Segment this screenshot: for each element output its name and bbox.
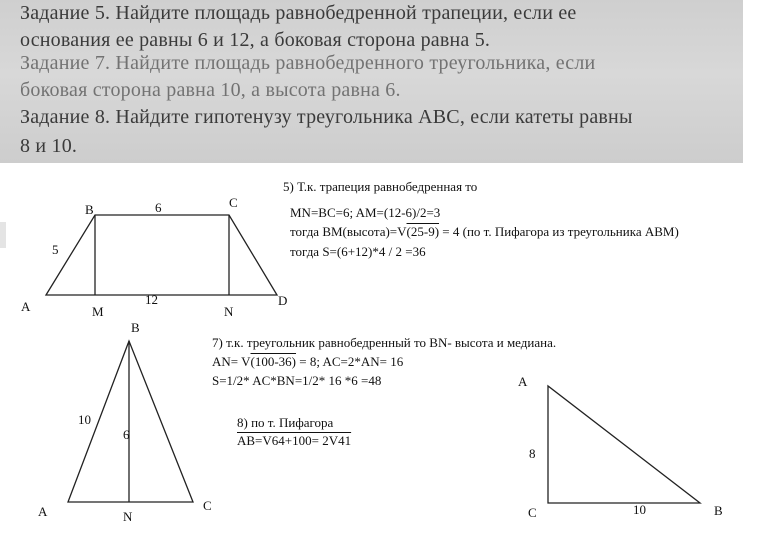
sqrt-radicand: (100-36) [250,354,297,369]
trapezoid-outline [46,215,277,295]
solution7-line2: S=1/2* AC*BN=1/2* 16 *6 =48 [212,373,382,388]
task-line: боковая сторона равна 10, а высота равна 6. [20,79,401,101]
tri7-label-c: C [203,498,212,513]
text-fragment: тогда BM(высота)=V [290,224,407,239]
task-line: Задание 7. Найдите площадь равнобедренного треугольника, если [20,52,596,74]
sqrt-radicand: (25-9) [406,224,440,239]
trap-label-n: N [224,304,234,319]
solution8-heading: 8) по т. Пифагора [237,415,334,430]
tri8-label-a: A [518,374,528,389]
solution8-line1: AB=V64+100= 2V41 [237,433,352,448]
tri8-label-c: C [528,505,537,520]
trap-side-ab: 5 [52,242,59,257]
tri7-label-b: B [131,320,140,335]
solution5-line3: тогда S=(6+12)*4 / 2 =36 [290,244,426,259]
tri8-leg-cb: 10 [633,502,646,517]
text-fragment: AN= V [212,354,251,369]
solution5-line2 [290,224,679,239]
trap-label-d: D [278,293,288,308]
task-line: Задание 8. Найдите гипотенузу треугольника ABC, если катеты равны [20,106,633,128]
tri7-label-a: A [38,504,48,519]
trap-label-b: B [85,202,94,217]
trap-label-a: A [21,299,31,314]
trap-label-m: M [92,304,104,319]
task-line: Задание 5. Найдите площадь равнобедренной трапеции, если ее [20,2,577,24]
trap-base-ad: 12 [145,292,158,307]
tri8-label-b: B [714,503,723,518]
solution5-heading: 5) Т.к. трапеция равнобедренная то [283,179,478,194]
text-fragment: = 8; AC=2*AN= 16 [296,354,404,369]
trap-label-c: C [229,195,238,210]
tri7-height: 6 [123,427,130,442]
tri8-leg-ac: 8 [529,446,536,461]
task-line: основания ее равны 6 и 12, а боковая сторона равна 5. [20,29,491,51]
tri7-side: 10 [78,412,91,427]
solution7-heading: 7) т.к. треугольник равнобедренный то BN- высота и медиана. [212,335,557,350]
trap-base-bc: 6 [155,200,162,215]
solution5-line1: MN=BC=6; AM=(12-6)/2=3 [290,205,441,220]
tri7-label-n: N [123,509,133,524]
task-line: 8 и 10. [20,135,78,157]
solution7-line1 [212,354,403,369]
text-fragment: = 4 (по т. Пифагора из треугольника ABM) [439,224,679,239]
triangle8-outline [548,386,700,503]
